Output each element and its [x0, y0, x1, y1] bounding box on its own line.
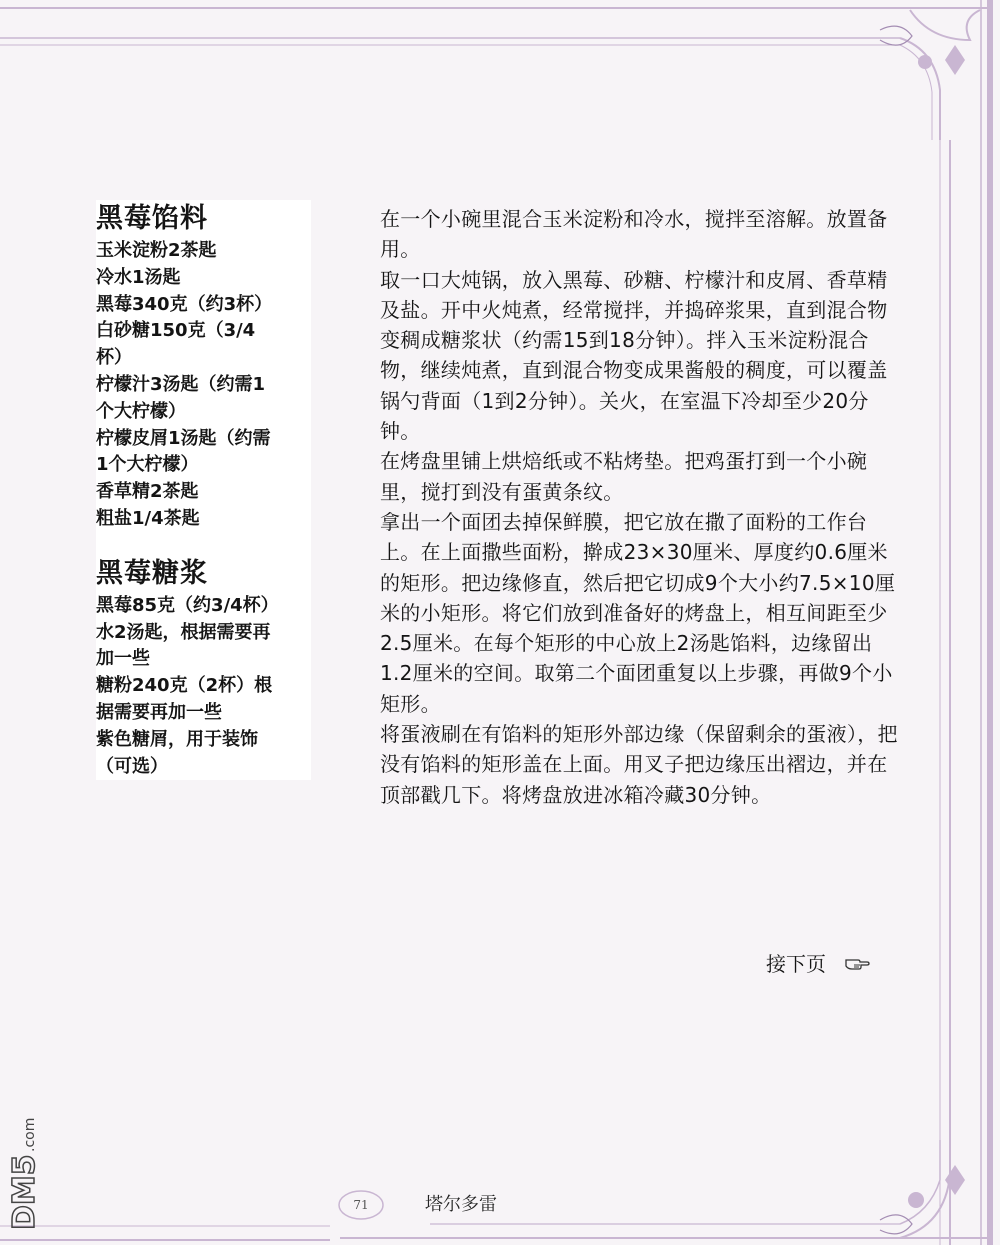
page-number: 71 — [353, 1198, 369, 1212]
ingredient-line: 粗盐1/4茶匙 — [96, 507, 200, 529]
syrup-title: 黑莓糖浆 — [96, 557, 208, 589]
ingredient-line: 加一些 — [96, 648, 150, 670]
next-page-link[interactable] — [766, 950, 870, 978]
instructions-column — [366, 200, 904, 810]
ingredient-line: （可选） — [96, 755, 168, 777]
svg-text:DM5: DM5 — [7, 1154, 42, 1230]
instruction-paragraph: 取一口大炖锅，放入黑莓、砂糖、柠檬汁和皮屑、香草精及盐。开中火炖煮，经常搅拌，并捣碎浆果，直到混合物变稠成糖浆状（约需15到18分钟）。拌入玉米淀粉混合物，继续炖煮，直到混合物变成果酱般的稠度，可以覆盖锅勺背面（1到2分钟）。关火，在室温下冷却至少20分钟。 — [380, 267, 888, 444]
ingredient-line: 黑莓85克（约3/4杯） — [96, 594, 279, 616]
filling-section — [96, 200, 311, 533]
ingredient-line: 柠檬皮屑1汤匙（约需 — [96, 427, 271, 449]
next-page-label: 接下页 — [766, 952, 826, 976]
ingredient-line: 杯） — [96, 347, 132, 369]
book-title: 塔尔多雷 — [425, 1194, 497, 1215]
ingredient-line: 1个大柠檬） — [96, 454, 199, 476]
instruction-paragraph: 拿出一个面团去掉保鲜膜，把它放在撒了面粉的工作台上。在上面撒些面粉，擀成23×30厘米、厚度约0.6厘米的矩形。把边缘修直，然后把它切成9个大小约7.5×10厘米的小矩形。将它们放到准备好的烤盘上，相互间距至少2.5厘米。在每个矩形的中心放上2汤匙馅料，边缘留出1.2厘米的空间。取第二个面团重复以上步骤，再做9个小矩形。 — [380, 509, 896, 716]
ingredient-line: 柠檬汁3汤匙（约需1 — [96, 373, 266, 395]
ingredient-line: 黑莓340克（约3杯） — [96, 293, 273, 315]
ingredient-line: 据需要再加一些 — [96, 701, 222, 723]
instruction-paragraph: 将蛋液刷在有馅料的矩形外部边缘（保留剩余的蛋液），把没有馅料的矩形盖在上面。用叉子把边缘压出褶边，并在顶部戳几下。将烤盘放进冰箱冷藏30分钟。 — [380, 722, 898, 807]
pointing-hand-icon — [844, 950, 870, 978]
filling-title: 黑莓馅料 — [96, 203, 208, 234]
instruction-paragraph: 在一个小碗里混合玉米淀粉和冷水，搅拌至溶解。放置备用。 — [380, 207, 888, 262]
ingredient-line: 香草精2茶匙 — [96, 481, 199, 503]
ingredient-line: 玉米淀粉2茶匙 — [96, 240, 217, 261]
instruction-paragraph: 在烤盘里铺上烘焙纸或不粘烤垫。把鸡蛋打到一个小碗里，搅打到没有蛋黄条纹。 — [380, 449, 868, 504]
ingredient-line: 糖粉240克（2杯）根 — [96, 675, 273, 697]
site-watermark-logo — [4, 1080, 44, 1230]
ingredient-line: 紫色糖屑，用于装饰 — [96, 728, 258, 750]
svg-text:.com: .com — [22, 1117, 38, 1152]
ingredients-column — [96, 200, 311, 780]
syrup-section — [96, 555, 311, 781]
ingredient-line: 水2汤匙，根据需要再 — [96, 621, 271, 643]
ingredient-line: 个大柠檬） — [96, 400, 186, 422]
ingredient-line: 白砂糖150克（3/4 — [96, 320, 256, 342]
ingredient-line: 冷水1汤匙 — [96, 266, 181, 288]
